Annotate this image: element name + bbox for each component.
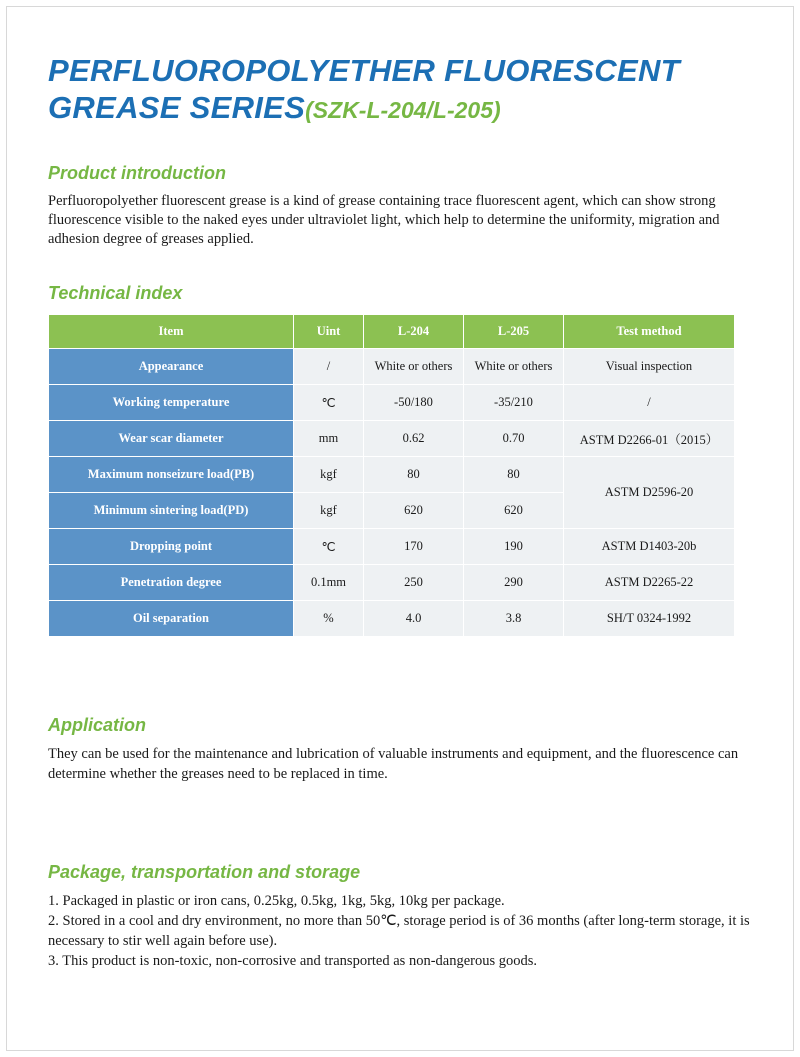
table-row xyxy=(49,457,735,493)
row-label: Penetration degree xyxy=(49,565,294,601)
cell-unit: ℃ xyxy=(294,385,364,421)
title-block xyxy=(48,0,752,129)
package-section xyxy=(48,862,752,971)
cell-unit: / xyxy=(294,349,364,385)
cell-l205: -35/210 xyxy=(464,385,564,421)
technical-index-section xyxy=(48,283,752,637)
product-introduction-text: Perfluoropolyether fluorescent grease is a kind of grease containing trace fluorescent agent, which can show strong fluorescence visible to the naked eyes under ultraviolet light, which help to determine the uniformity, migration and adhesion degree of greases applied. xyxy=(48,193,720,247)
table-row xyxy=(49,529,735,565)
title-line-1: PERFLUOROPOLYETHER FLUORESCENT xyxy=(48,53,680,88)
cell-method: ASTM D1403-20b xyxy=(564,529,735,565)
page-title xyxy=(48,52,752,129)
cell-unit: 0.1mm xyxy=(294,565,364,601)
package-line-2: 2. Stored in a cool and dry environment, no more than 50℃, storage period is of 36 months (after long-term storage, it is necessary to stir well again before use). xyxy=(48,913,750,949)
table-row xyxy=(49,421,735,457)
cell-l204: 170 xyxy=(364,529,464,565)
technical-index-heading: Technical index xyxy=(48,283,183,303)
row-label: Oil separation xyxy=(49,601,294,637)
cell-unit: kgf xyxy=(294,457,364,493)
cell-l205: 3.8 xyxy=(464,601,564,637)
cell-l205: 0.70 xyxy=(464,421,564,457)
cell-method: ASTM D2265-22 xyxy=(564,565,735,601)
column-header-l205: L-205 xyxy=(464,315,564,349)
product-introduction-heading: Product introduction xyxy=(48,163,226,183)
cell-l205: 80 xyxy=(464,457,564,493)
table-row xyxy=(49,565,735,601)
row-label: Wear scar diameter xyxy=(49,421,294,457)
package-line-1: 1. Packaged in plastic or iron cans, 0.25kg, 0.5kg, 1kg, 5kg, 10kg per package. xyxy=(48,893,505,909)
spacer xyxy=(48,784,752,828)
row-label: Maximum nonseizure load(PB) xyxy=(49,457,294,493)
cell-method: / xyxy=(564,385,735,421)
cell-method: Visual inspection xyxy=(564,349,735,385)
spacer xyxy=(48,637,752,681)
row-label: Dropping point xyxy=(49,529,294,565)
cell-method: ASTM D2596-20 xyxy=(564,457,735,529)
cell-l204: 0.62 xyxy=(364,421,464,457)
cell-l205: 620 xyxy=(464,493,564,529)
cell-l205: 290 xyxy=(464,565,564,601)
application-heading: Application xyxy=(48,715,146,735)
cell-l204: -50/180 xyxy=(364,385,464,421)
table-row xyxy=(49,385,735,421)
table-row xyxy=(49,601,735,637)
cell-l204: 620 xyxy=(364,493,464,529)
package-heading: Package, transportation and storage xyxy=(48,862,361,882)
column-header-test-method: Test method xyxy=(564,315,735,349)
technical-index-table xyxy=(48,314,735,637)
cell-l204: 4.0 xyxy=(364,601,464,637)
cell-unit: kgf xyxy=(294,493,364,529)
row-label: Minimum sintering load(PD) xyxy=(49,493,294,529)
cell-unit: ℃ xyxy=(294,529,364,565)
product-introduction-section xyxy=(48,163,752,249)
column-header-unit: Uint xyxy=(294,315,364,349)
cell-l205: White or others xyxy=(464,349,564,385)
cell-l205: 190 xyxy=(464,529,564,565)
title-line-2: GREASE SERIES xyxy=(48,90,306,125)
package-text xyxy=(48,891,752,971)
application-section xyxy=(48,715,752,784)
cell-unit: % xyxy=(294,601,364,637)
title-models: (SZK-L-204/L-205) xyxy=(305,97,501,123)
row-label: Appearance xyxy=(49,349,294,385)
application-text: They can be used for the maintenance and lubrication of valuable instruments and equipment, and the fluorescence can determine whether the greases need to be replaced in time. xyxy=(48,746,739,782)
cell-method: SH/T 0324-1992 xyxy=(564,601,735,637)
column-header-l204: L-204 xyxy=(364,315,464,349)
cell-l204: 80 xyxy=(364,457,464,493)
cell-l204: White or others xyxy=(364,349,464,385)
package-line-3: 3. This product is non-toxic, non-corrosive and transported as non-dangerous goods. xyxy=(48,953,538,969)
cell-unit: mm xyxy=(294,421,364,457)
column-header-item: Item xyxy=(49,315,294,349)
table-header-row xyxy=(49,315,735,349)
cell-l204: 250 xyxy=(364,565,464,601)
cell-method: ASTM D2266-01（2015） xyxy=(564,421,735,457)
table-row xyxy=(49,349,735,385)
row-label: Working temperature xyxy=(49,385,294,421)
